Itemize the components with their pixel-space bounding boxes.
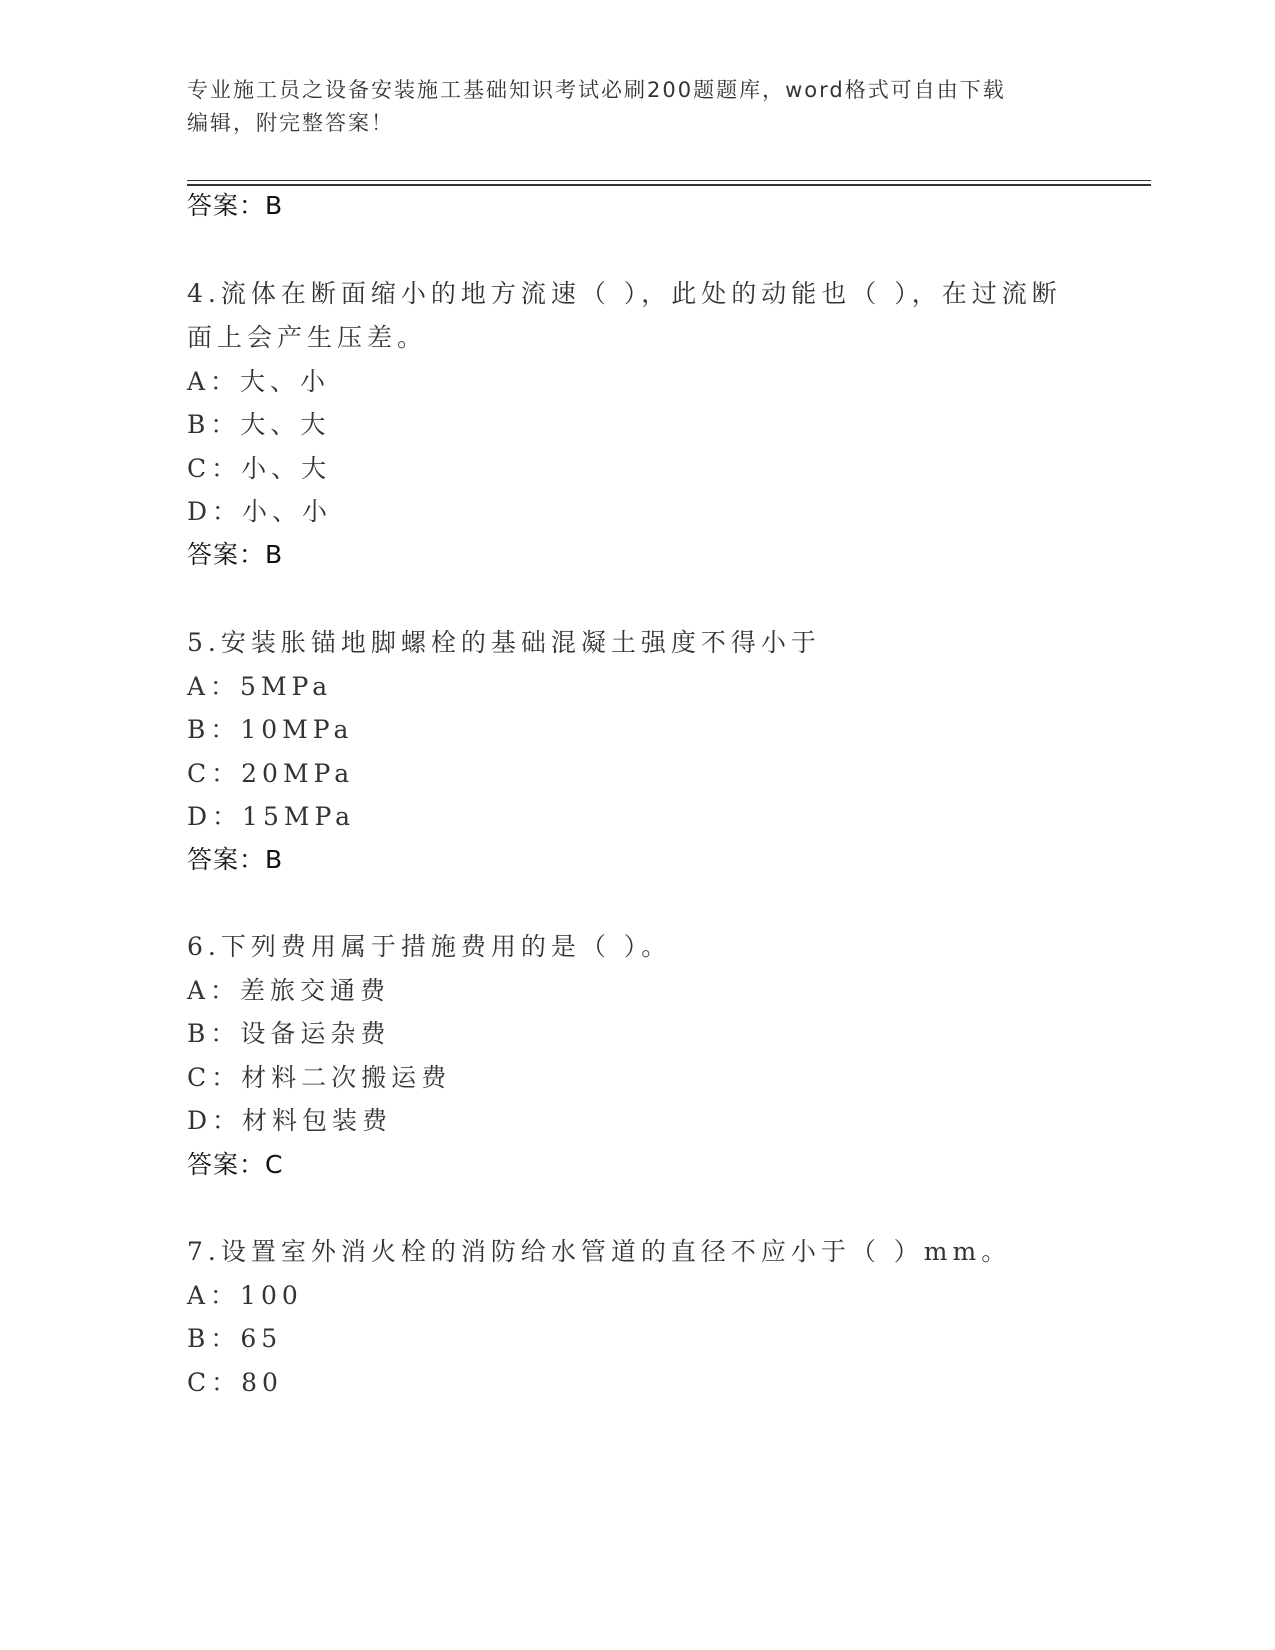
- question-5-option-a: A：5MPa: [187, 672, 333, 701]
- answer-q5: 答案：B: [187, 845, 284, 874]
- question-4-option-d: D：小、小: [187, 497, 333, 526]
- question-7-option-a: A：100: [187, 1281, 303, 1310]
- question-4-stem-line-1: 4.流体在断面缩小的地方流速（ ），此处的动能也（ ），在过流断: [187, 279, 1062, 308]
- question-4-stem-line-2: 面上会产生压差。: [187, 323, 428, 352]
- answer-q4: 答案：B: [187, 540, 284, 569]
- question-6-option-c: C：材料二次搬运费: [187, 1063, 452, 1092]
- question-6-option-a: A：差旅交通费: [187, 976, 391, 1005]
- question-4-option-c: C：小、大: [187, 454, 332, 483]
- question-5-stem: 5.安装胀锚地脚螺栓的基础混凝土强度不得小于: [187, 628, 821, 657]
- header-rule-thick: [187, 184, 1151, 186]
- document-header: [187, 74, 1067, 140]
- question-6-option-d: D：材料包装费: [187, 1106, 393, 1135]
- question-6-stem: 6.下列费用属于措施费用的是（ ）。: [187, 932, 672, 961]
- question-7-option-c: C：80: [187, 1368, 283, 1397]
- question-5-option-c: C：20MPa: [187, 759, 355, 788]
- answer-q3: 答案：B: [187, 191, 284, 220]
- question-7-stem: 7.设置室外消火栓的消防给水管道的直径不应小于（ ）mm。: [187, 1237, 1012, 1266]
- header-line-1: 专业施工员之设备安装施工基础知识考试必刷200题题库，word格式可自由下载: [187, 78, 1006, 102]
- answer-q6: 答案：C: [187, 1150, 284, 1179]
- question-4-option-b: B：大、大: [187, 410, 331, 439]
- header-line-2: 编辑，附完整答案！: [187, 111, 394, 135]
- question-5-option-b: B：10MPa: [187, 715, 354, 744]
- question-5-option-d: D：15MPa: [187, 802, 356, 831]
- question-7-option-b: B：65: [187, 1324, 283, 1353]
- header-rule-thin: [187, 180, 1151, 181]
- question-6-option-b: B：设备运杂费: [187, 1019, 391, 1048]
- question-4-option-a: A：大、小: [187, 367, 331, 396]
